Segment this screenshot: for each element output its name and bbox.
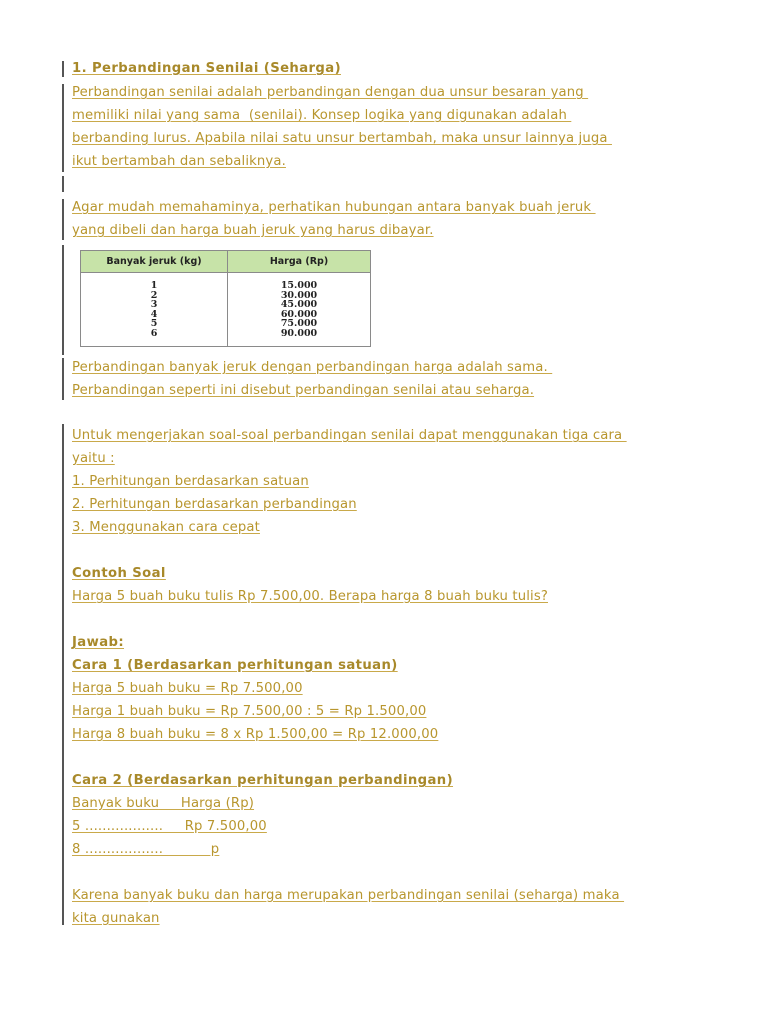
method-item[interactable]: 3. Menggunakan cara cepat — [72, 520, 260, 535]
intro-line[interactable]: ikut bertambah dan sebaliknya. — [72, 154, 286, 169]
intro-line[interactable]: memiliki nilai yang sama (senilai). Konsep logika yang digunakan adalah — [72, 108, 572, 123]
example-question[interactable]: Harga 5 buah buku tulis Rp 7.500,00. Berapa harga 8 buah buku tulis? — [72, 589, 548, 604]
section-heading[interactable]: 1. Perbandingan Senilai (Seharga) — [72, 61, 341, 76]
methods-intro-line[interactable]: yaitu : — [72, 451, 115, 466]
left-bar — [62, 245, 64, 355]
cara1-line[interactable]: Harga 8 buah buku = 8 x Rp 1.500,00 = Rp 12.000,00 — [72, 727, 439, 742]
table-header-harga: Harga (Rp) — [228, 251, 371, 273]
kg-column: 1 2 3 4 5 6 — [81, 273, 228, 347]
example-intro-line[interactable]: Agar mudah memahaminya, perhatikan hubungan antara banyak buah jeruk — [72, 200, 596, 215]
intro-line[interactable]: berbanding lurus. Apabila nilai satu unsur bertambah, maka unsur lainnya juga — [72, 131, 612, 146]
table-header-kg: Banyak jeruk (kg) — [81, 251, 228, 273]
conclusion-line[interactable]: Perbandingan seperti ini disebut perbandingan senilai atau seharga. — [72, 383, 535, 398]
cara1-title[interactable]: Cara 1 (Berdasarkan perhitungan satuan) — [72, 658, 398, 673]
left-bar — [62, 358, 64, 400]
method-item[interactable]: 1. Perhitungan berdasarkan satuan — [72, 474, 309, 489]
conclusion-line[interactable]: Perbandingan banyak jeruk dengan perbandingan harga adalah sama. — [72, 360, 553, 375]
left-bar — [62, 199, 64, 240]
closing-line[interactable]: Karena banyak buku dan harga merupakan perbandingan senilai (seharga) maka — [72, 888, 625, 903]
cara2-title[interactable]: Cara 2 (Berdasarkan perhitungan perbandingan) — [72, 773, 454, 788]
cara1-line[interactable]: Harga 5 buah buku = Rp 7.500,00 — [72, 681, 303, 696]
cara2-line[interactable]: 8 .................. p — [72, 842, 220, 857]
methods-intro-line[interactable]: Untuk mengerjakan soal-soal perbandingan senilai dapat menggunakan tiga cara — [72, 428, 627, 443]
cara2-line[interactable]: 5 .................. Rp 7.500,00 — [72, 819, 267, 834]
left-bar — [62, 424, 64, 925]
answer-title[interactable]: Jawab: — [72, 635, 125, 650]
left-bar — [62, 61, 64, 77]
cara1-line[interactable]: Harga 1 buah buku = Rp 7.500,00 : 5 = Rp 1.500,00 — [72, 704, 427, 719]
closing-line[interactable]: kita gunakan — [72, 911, 160, 926]
left-bar — [62, 84, 64, 172]
method-item[interactable]: 2. Perhitungan berdasarkan perbandingan — [72, 497, 357, 512]
jeruk-price-table — [80, 250, 371, 347]
example-intro-line[interactable]: yang dibeli dan harga buah jeruk yang harus dibayar. — [72, 223, 434, 238]
table-body-row — [81, 273, 371, 347]
example-title[interactable]: Contoh Soal — [72, 566, 166, 581]
intro-line[interactable]: Perbandingan senilai adalah perbandingan dengan dua unsur besaran yang — [72, 85, 589, 100]
left-bar — [62, 176, 64, 192]
cara2-line[interactable]: Banyak buku Harga (Rp) — [72, 796, 255, 811]
harga-column: 15.000 30.000 45.000 60.000 75.000 90.000 — [228, 273, 371, 347]
